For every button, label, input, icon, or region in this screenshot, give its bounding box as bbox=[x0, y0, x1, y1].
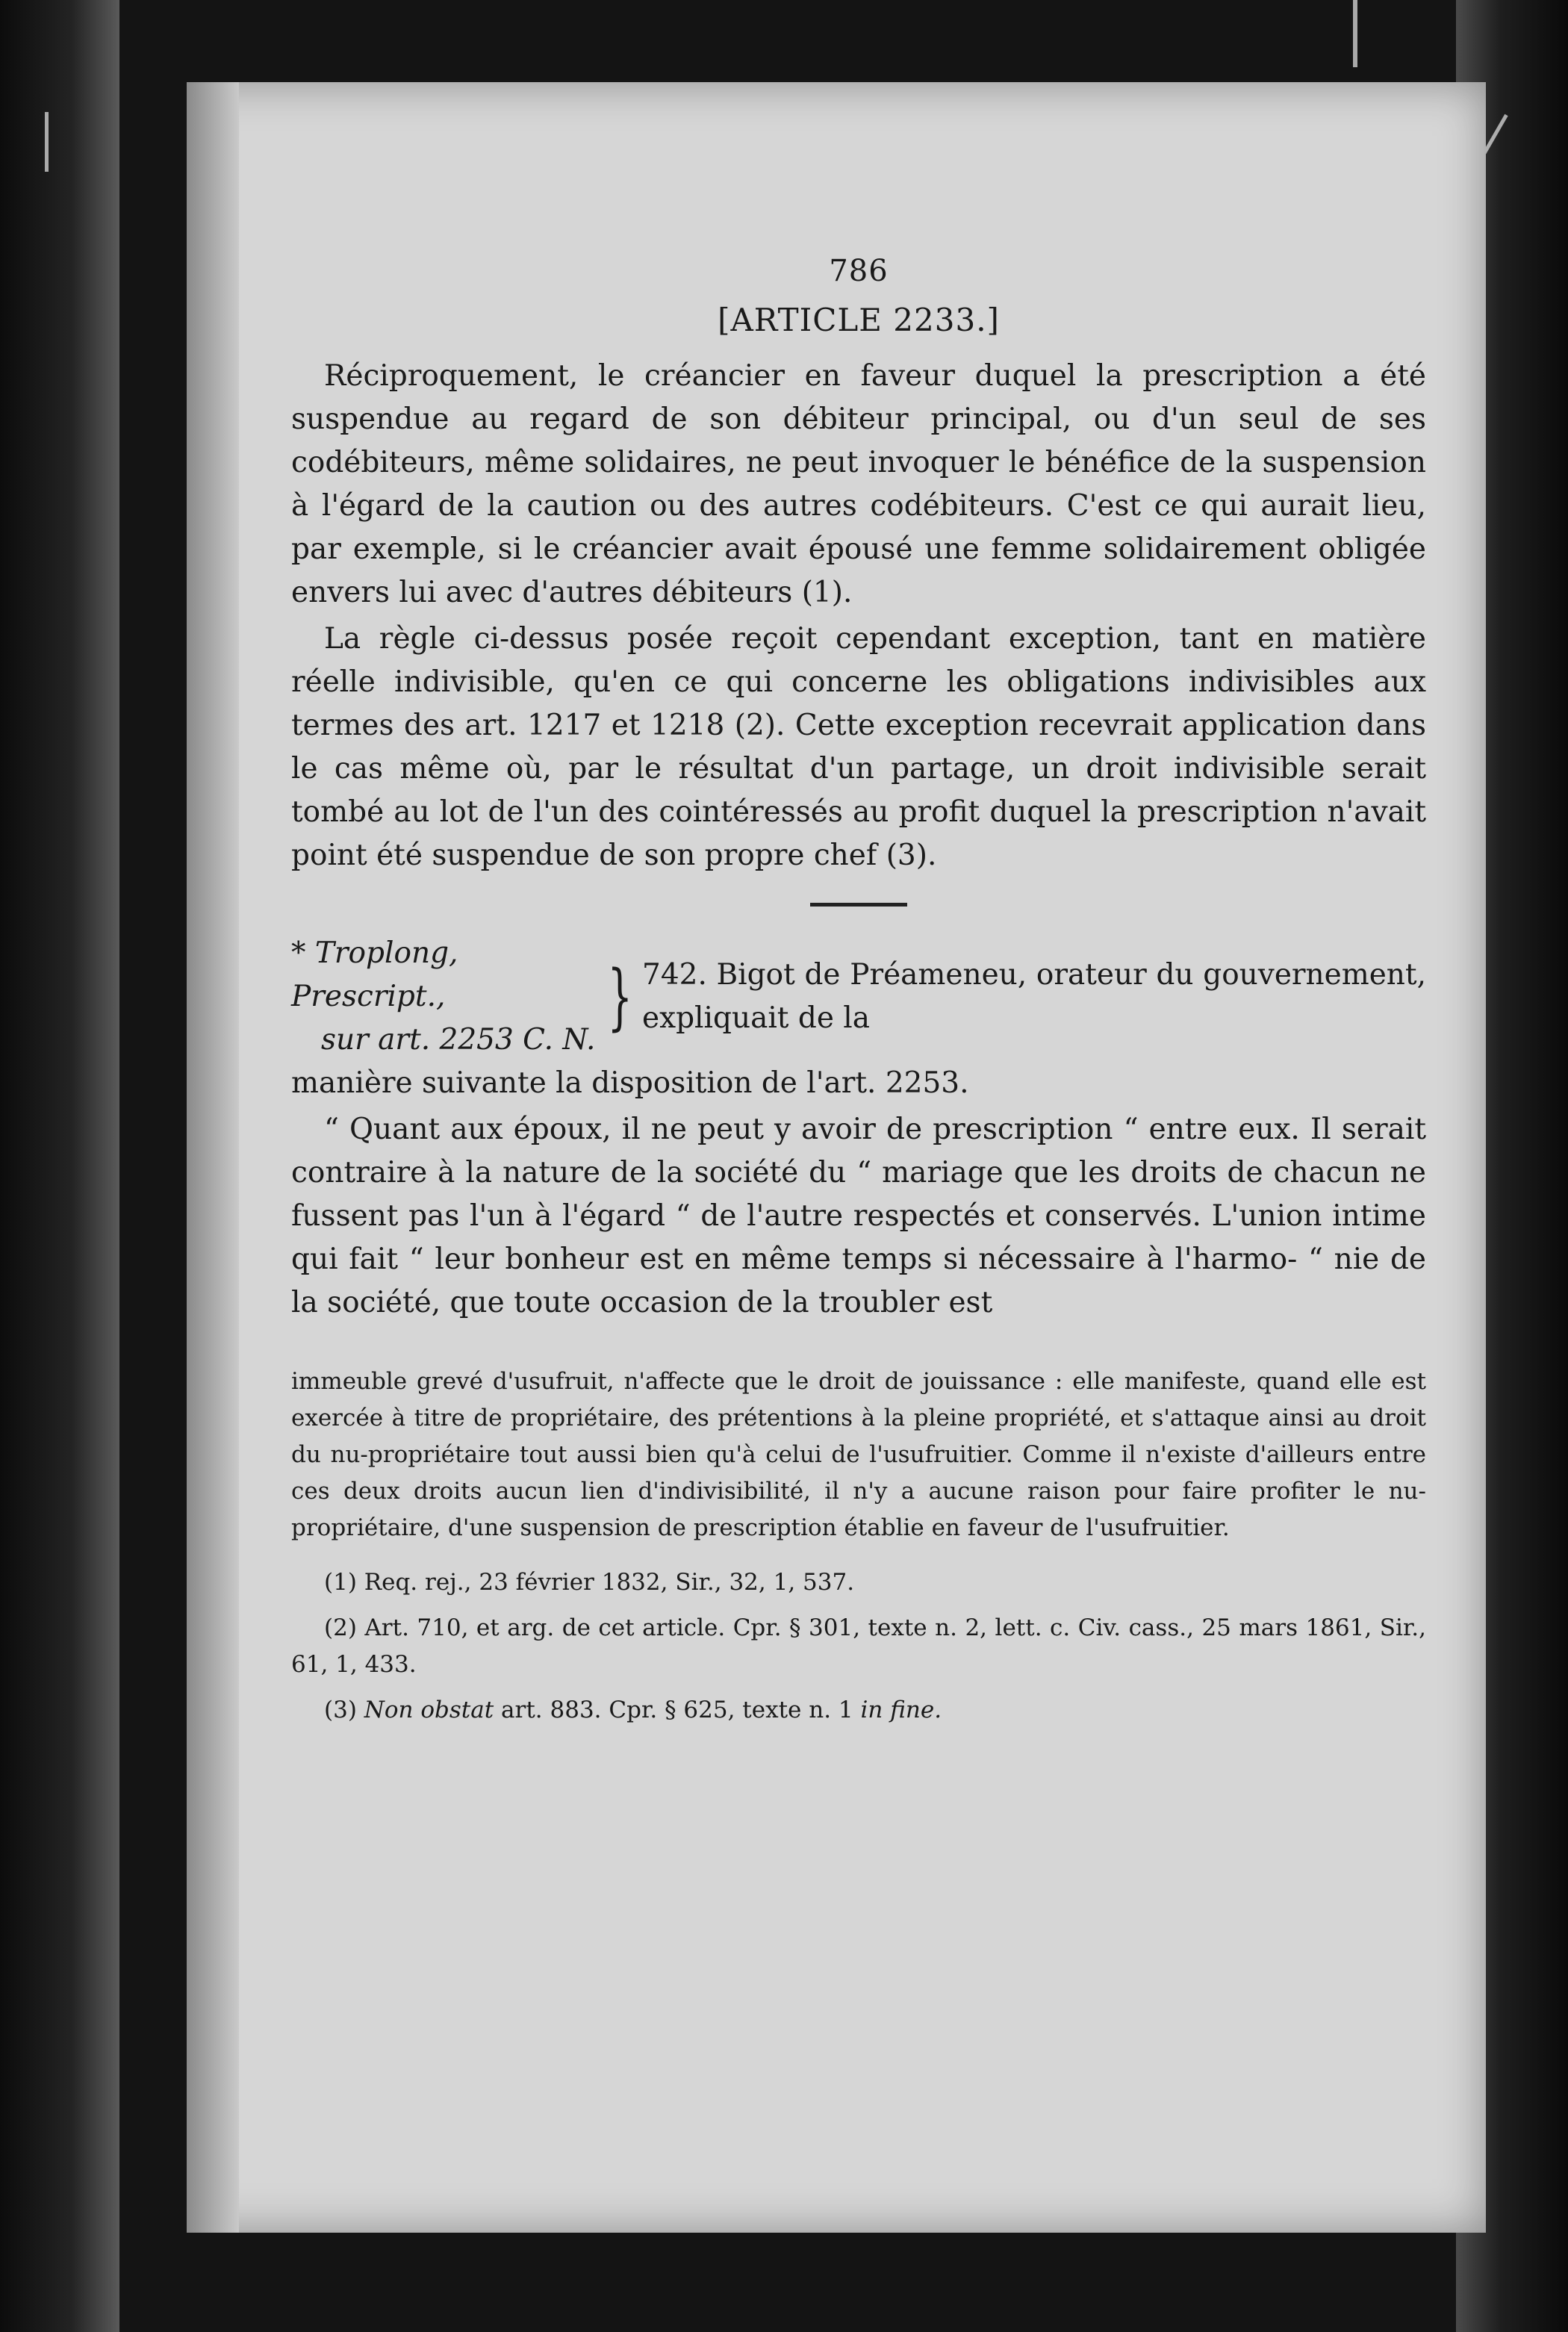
film-scratch bbox=[45, 112, 49, 172]
film-scratch bbox=[1353, 0, 1357, 67]
page-number: 786 bbox=[829, 254, 889, 288]
film-edge-left bbox=[0, 0, 119, 2332]
brace-icon: } bbox=[607, 955, 633, 1039]
footnote-3-prefix: (3) bbox=[324, 1697, 364, 1723]
annotation-first-line: 742. Bigot de Préameneu, orateur du gouvernement, expliquait de la bbox=[642, 958, 1426, 1035]
annotation-quote: “ Quant aux époux, il ne peut y avoir de prescription “ entre eux. Il serait contraire à la nature de la société du “ mariage que les droits de chacun ne fussent pas l'un à l'égard “ de l'autre respectés et conservés. L'union intime qui fait “ leur bonheur est en même temps si nécessaire à l'harmo- “ nie de la société, que toute occasion de la troubler est bbox=[291, 1113, 1426, 1319]
annotation-continuation: manière suivante la disposition de l'art. 2253. bbox=[291, 1066, 969, 1100]
note-continuation: immeuble grevé d'usufruit, n'affecte que le droit de jouissance : elle manifeste, quand elle est exercée à titre de propriétaire, des prétentions à la pleine propriété, et s'attaque ainsi au droit du nu-propriétaire tout aussi bien qu'à celui de l'usufruitier. Comme il n'existe d'ailleurs entre ces deux droits aucun lien d'indivisibilité, il n'y a aucune raison pour faire profiter le nu-propriétaire, d'une suspension de prescription établie en faveur de l'usufruitier. bbox=[291, 1368, 1426, 1541]
body-paragraph-1: Réciproquement, le créancier en faveur duquel la prescription a été suspendue au regard de son débiteur principal, ou d'un seul de ses codébiteurs, même solidaires, ne peut invoquer le bénéfice de la suspension à l'égard de la caution ou des autres codébiteurs. C'est ce qui aurait lieu, par exemple, si le créancier avait épousé une femme solidairement obligée envers lui avec d'autres débiteurs (1). bbox=[291, 359, 1426, 609]
footnote-2: (2) Art. 710, et arg. de cet article. Cpr. § 301, texte n. 2, lett. c. Civ. cass., 25 mars 1861, Sir., 61, 1, 433. bbox=[291, 1614, 1426, 1678]
body-paragraph-2: La règle ci-dessus posée reçoit cependant exception, tant en matière réelle indivisible, qu'en ce qui concerne les obligations indivisibles aux termes des art. 1217 et 1218 (2). Cette exception recevrait application dans le cas même où, par le résultat d'un partage, un droit indivisible serait tombé au lot de l'un des cointéressés au profit duquel la prescription n'avait point été suspendue de son propre chef (3). bbox=[291, 622, 1426, 872]
section-separator bbox=[810, 903, 907, 907]
footnote-3-italic2: in fine. bbox=[860, 1697, 942, 1723]
annotation-ref-line2: sur art. 2253 C. N. bbox=[321, 1023, 596, 1057]
page-text bbox=[291, 254, 1426, 1738]
article-title: [ARTICLE 2233.] bbox=[718, 302, 1000, 338]
page-gutter bbox=[187, 82, 239, 2233]
footnote-3-middle: art. 883. Cpr. § 625, texte n. 1 bbox=[494, 1697, 861, 1723]
footnote-3-italic1: Non obstat bbox=[364, 1697, 494, 1723]
footnote-1: (1) Req. rej., 23 février 1832, Sir., 32, 1, 537. bbox=[324, 1569, 855, 1596]
annotation-header bbox=[291, 932, 1426, 1062]
annotation-ref-line1: * Troplong, Prescript., bbox=[291, 936, 458, 1013]
annotation-reference bbox=[291, 932, 597, 1062]
footnote-3 bbox=[291, 1692, 1426, 1729]
